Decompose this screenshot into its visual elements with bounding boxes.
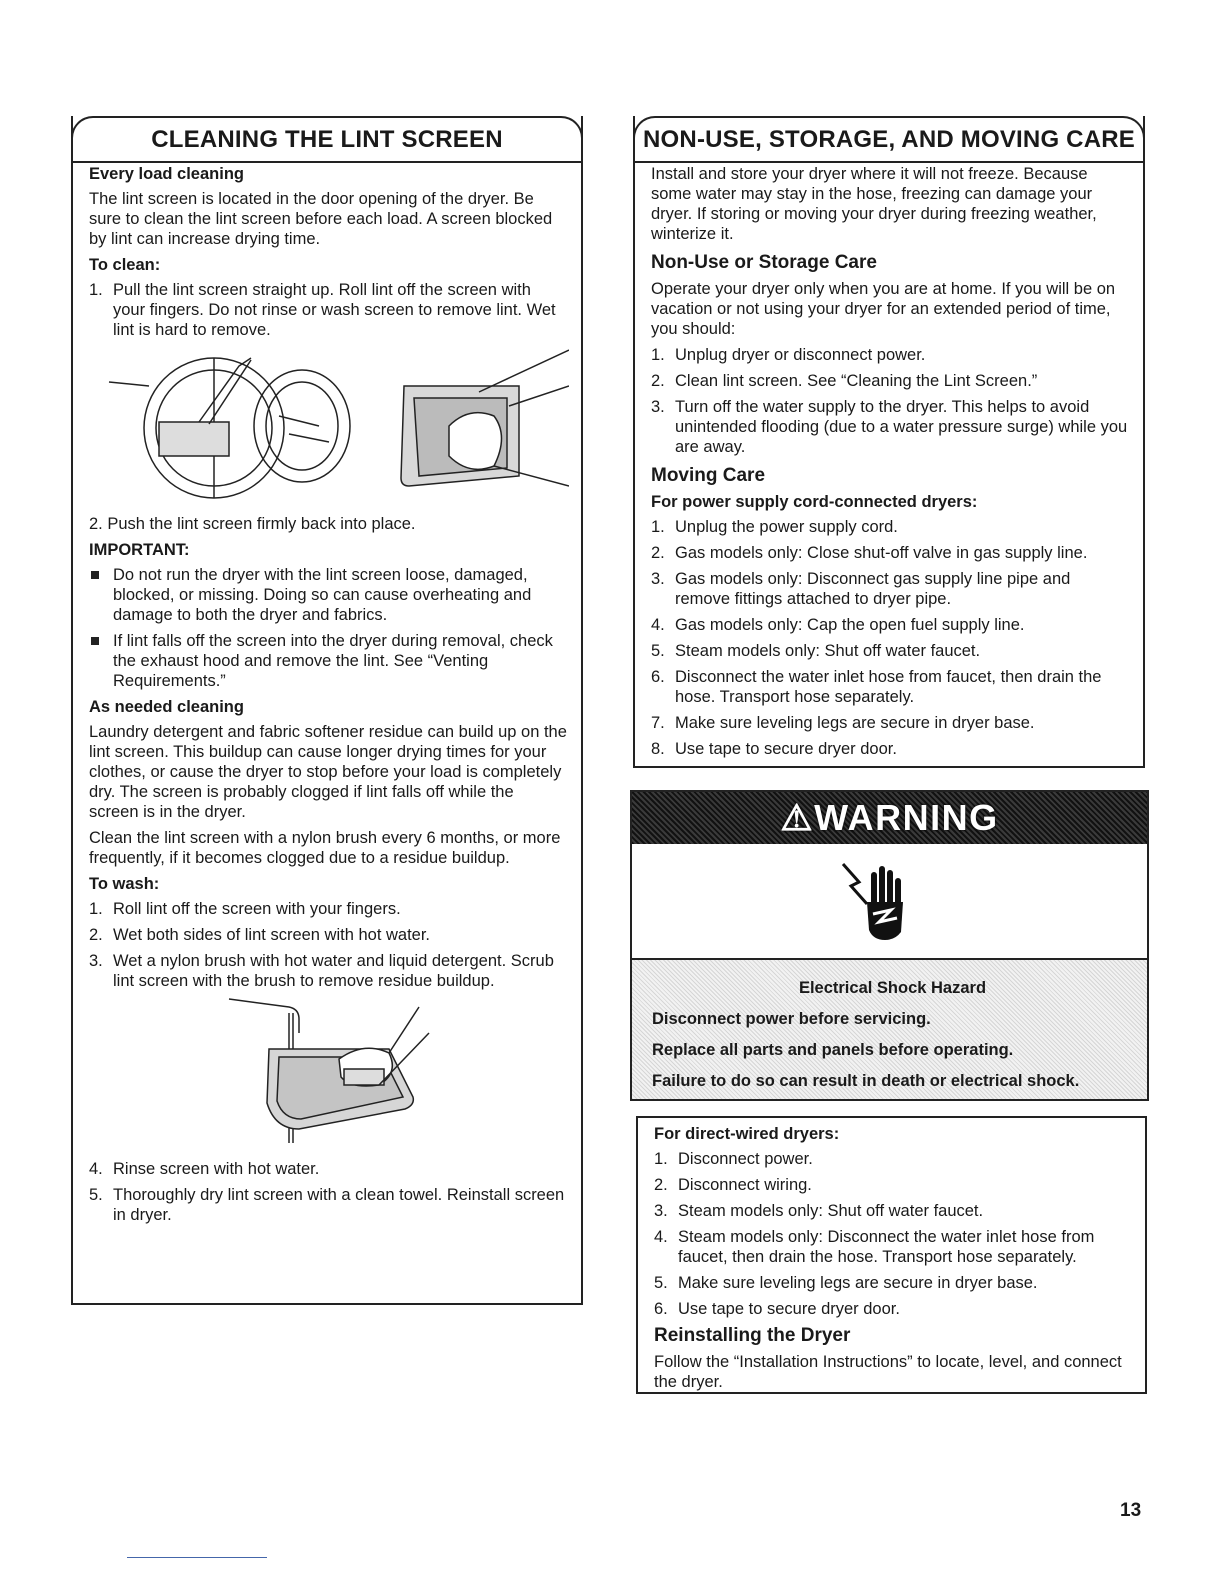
list-item	[89, 565, 567, 625]
list-item	[89, 925, 567, 945]
step-text: Steam models only: Shut off water faucet.	[678, 1202, 984, 1220]
step-number: 2.	[654, 1176, 668, 1194]
step-number: 3.	[654, 1202, 668, 1220]
list-item	[654, 1175, 1131, 1195]
title-rule	[635, 161, 1143, 163]
to-clean-heading: To clean:	[89, 256, 161, 274]
step-text: Make sure leveling legs are secure in dryer base.	[675, 714, 1035, 732]
section-title-bar	[633, 116, 1145, 162]
direct-wired-steps	[654, 1149, 1131, 1319]
list-item	[651, 397, 1129, 457]
list-item	[651, 517, 1129, 537]
step-number: 1.	[89, 281, 103, 299]
clean-steps-continued	[89, 514, 567, 534]
step-text: Disconnect the water inlet hose from faucet, then drain the hose. Transport hose separately.	[675, 668, 1102, 706]
step-text: Roll lint off the screen with your fingers.	[113, 900, 401, 918]
lint-screen-removal-illustration	[89, 346, 569, 508]
list-item	[654, 1273, 1131, 1293]
step-number: 1.	[651, 518, 665, 536]
storage-intro: Install and store your dryer where it will not freeze. Because some water may stay in the hose, freezing can damage your dryer. If storing or moving your dryer during freezing weather, winterize it.	[651, 165, 1097, 243]
step-number: 4.	[89, 1160, 103, 1178]
list-item	[651, 615, 1129, 635]
hazard-title: Electrical Shock Hazard	[798, 979, 987, 997]
reinstall-heading: Reinstalling the Dryer	[654, 1325, 851, 1346]
step-number: 5.	[651, 642, 665, 660]
important-heading: IMPORTANT:	[89, 541, 190, 559]
moving-heading: Moving Care	[651, 465, 766, 486]
step-number: 8.	[651, 740, 665, 758]
as-needed-text-2: Clean the lint screen with a nylon brush every 6 months, or more frequently, if it becomes clogged due to a residue buildup.	[89, 829, 561, 867]
step-text: Use tape to secure dryer door.	[675, 740, 897, 758]
important-bullets	[89, 565, 567, 691]
step-text: Make sure leveling legs are secure in dryer base.	[678, 1274, 1038, 1292]
step-text: Use tape to secure dryer door.	[678, 1300, 900, 1318]
step-text: Disconnect power.	[678, 1150, 813, 1168]
list-item	[89, 1185, 567, 1225]
section-title: CLEANING THE LINT SCREEN	[151, 126, 503, 153]
list-item	[89, 1159, 567, 1179]
reinstall-text: Follow the “Installation Instructions” to locate, level, and connect the dryer.	[654, 1353, 1122, 1391]
lint-screen-section	[71, 116, 583, 1305]
direct-wired-content	[654, 1124, 1131, 1398]
list-item	[651, 543, 1129, 563]
nonuse-steps	[651, 345, 1129, 457]
title-rule	[73, 161, 581, 163]
every-load-text: The lint screen is located in the door opening of the dryer. Be sure to clean the lint screen before each load. A screen blocked by lint can increase drying time.	[89, 190, 553, 248]
step-number: 5.	[654, 1274, 668, 1292]
clean-steps	[89, 280, 567, 340]
step-number: 6.	[654, 1300, 668, 1318]
warning-header	[632, 792, 1147, 844]
section-title-bar	[71, 116, 583, 162]
cord-steps	[651, 517, 1129, 759]
list-item	[89, 899, 567, 919]
list-item	[651, 713, 1129, 733]
every-load-heading: Every load cleaning	[89, 165, 244, 183]
section-title: NON-USE, STORAGE, AND MOVING CARE	[643, 126, 1135, 153]
warning-line: Failure to do so can result in death or electrical shock.	[652, 1072, 1080, 1090]
warning-line: Replace all parts and panels before operating.	[652, 1041, 1014, 1059]
step-text: Gas models only: Cap the open fuel supply line.	[675, 616, 1025, 634]
bullet-square-icon	[91, 637, 99, 645]
list-item	[89, 280, 567, 340]
list-item	[651, 739, 1129, 759]
storage-moving-section	[633, 116, 1145, 768]
step-number: 2.	[651, 372, 665, 390]
list-item	[651, 569, 1129, 609]
list-item	[654, 1201, 1131, 1221]
step-text: Clean lint screen. See “Cleaning the Lint Screen.”	[675, 372, 1038, 390]
step-number: 2.	[89, 926, 103, 944]
as-needed-text-1: Laundry detergent and fabric softener residue can build up on the lint screen. This buildup can cause longer drying times for your clothes, or cause the dryer to stop before your load is completely dry. The screen is probably clogged if lint falls off while the screen is in the dryer.	[89, 723, 567, 821]
step-text: Gas models only: Close shut-off valve in gas supply line.	[675, 544, 1088, 562]
list-item	[651, 371, 1129, 391]
bullet-square-icon	[91, 571, 99, 579]
list-item	[654, 1299, 1131, 1319]
to-wash-heading: To wash:	[89, 875, 160, 893]
list-item	[651, 667, 1129, 707]
nonuse-text: Operate your dryer only when you are at home. If you will be on vacation or not using your dryer for an extended period of time, you should:	[651, 280, 1116, 338]
lint-screen-content	[89, 164, 567, 1231]
cord-heading: For power supply cord-connected dryers:	[651, 493, 978, 511]
electrical-shock-hand-icon	[837, 852, 917, 952]
step-text: Gas models only: Disconnect gas supply line pipe and remove fittings attached to dryer pipe.	[675, 570, 1071, 608]
page-number: 13	[1120, 1500, 1142, 1521]
list-item	[654, 1149, 1131, 1169]
list-item	[651, 641, 1129, 661]
step-number: 2.	[651, 544, 665, 562]
storage-moving-content	[651, 164, 1129, 765]
step-number: 6.	[651, 668, 665, 686]
step-number: 7.	[651, 714, 665, 732]
step-number: 4.	[651, 616, 665, 634]
step-text: Steam models only: Shut off water faucet.	[675, 642, 981, 660]
step-text: Unplug the power supply cord.	[675, 518, 898, 536]
step-text: Thoroughly dry lint screen with a clean towel. Reinstall screen in dryer.	[113, 1186, 565, 1224]
bullet-text: Do not run the dryer with the lint screen loose, damaged, blocked, or missing. Doing so can cause overheating and damage to both the dryer and fabrics.	[113, 566, 532, 624]
step-text: Pull the lint screen straight up. Roll lint off the screen with your fingers. Do not rinse or wash screen to remove lint. Wet lint is hard to remove.	[113, 281, 556, 339]
step-text: Push the lint screen firmly back into place.	[107, 515, 416, 533]
step-text: Wet a nylon brush with hot water and liquid detergent. Scrub lint screen with the brush to remove residue buildup.	[113, 952, 554, 990]
nonuse-heading: Non-Use or Storage Care	[651, 252, 877, 273]
step-number: 3.	[89, 952, 103, 970]
step-text: Rinse screen with hot water.	[113, 1160, 320, 1178]
warning-text	[652, 978, 1133, 1102]
as-needed-heading: As needed cleaning	[89, 698, 244, 716]
step-number: 1.	[89, 900, 103, 918]
warning-line: Disconnect power before servicing.	[652, 1010, 931, 1028]
list-item	[89, 514, 567, 534]
step-text: Turn off the water supply to the dryer. This helps to avoid unintended flooding (due to a water pressure surge) while you are away.	[675, 398, 1128, 456]
direct-wired-heading: For direct-wired dryers:	[654, 1125, 840, 1143]
wash-steps	[89, 899, 567, 991]
step-number: 2.	[89, 515, 103, 533]
step-text: Unplug dryer or disconnect power.	[675, 346, 926, 364]
step-number: 1.	[651, 346, 665, 364]
step-number: 5.	[89, 1186, 103, 1204]
step-text: Wet both sides of lint screen with hot water.	[113, 926, 431, 944]
warning-box	[630, 790, 1149, 1101]
direct-wired-section	[636, 1116, 1147, 1394]
list-item	[654, 1227, 1131, 1267]
list-item	[89, 631, 567, 691]
list-item	[651, 345, 1129, 365]
warning-word: WARNING	[814, 797, 999, 838]
step-number: 4.	[654, 1228, 668, 1246]
step-text: Steam models only: Disconnect the water inlet hose from faucet, then drain the hose. Transport hose separately.	[678, 1228, 1095, 1266]
lint-screen-washing-illustration	[89, 993, 569, 1153]
step-number: 3.	[651, 570, 665, 588]
warning-icon-row	[632, 844, 1147, 960]
step-number: 1.	[654, 1150, 668, 1168]
warning-triangle-icon: ⚠	[780, 797, 815, 838]
wash-steps-continued	[89, 1159, 567, 1225]
bullet-text: If lint falls off the screen into the dryer during removal, check the exhaust hood and remove the lint. See “Venting Requirements.”	[113, 632, 553, 690]
list-item	[89, 951, 567, 991]
step-text: Disconnect wiring.	[678, 1176, 812, 1194]
footer-rule	[127, 1557, 267, 1558]
step-number: 3.	[651, 398, 665, 416]
